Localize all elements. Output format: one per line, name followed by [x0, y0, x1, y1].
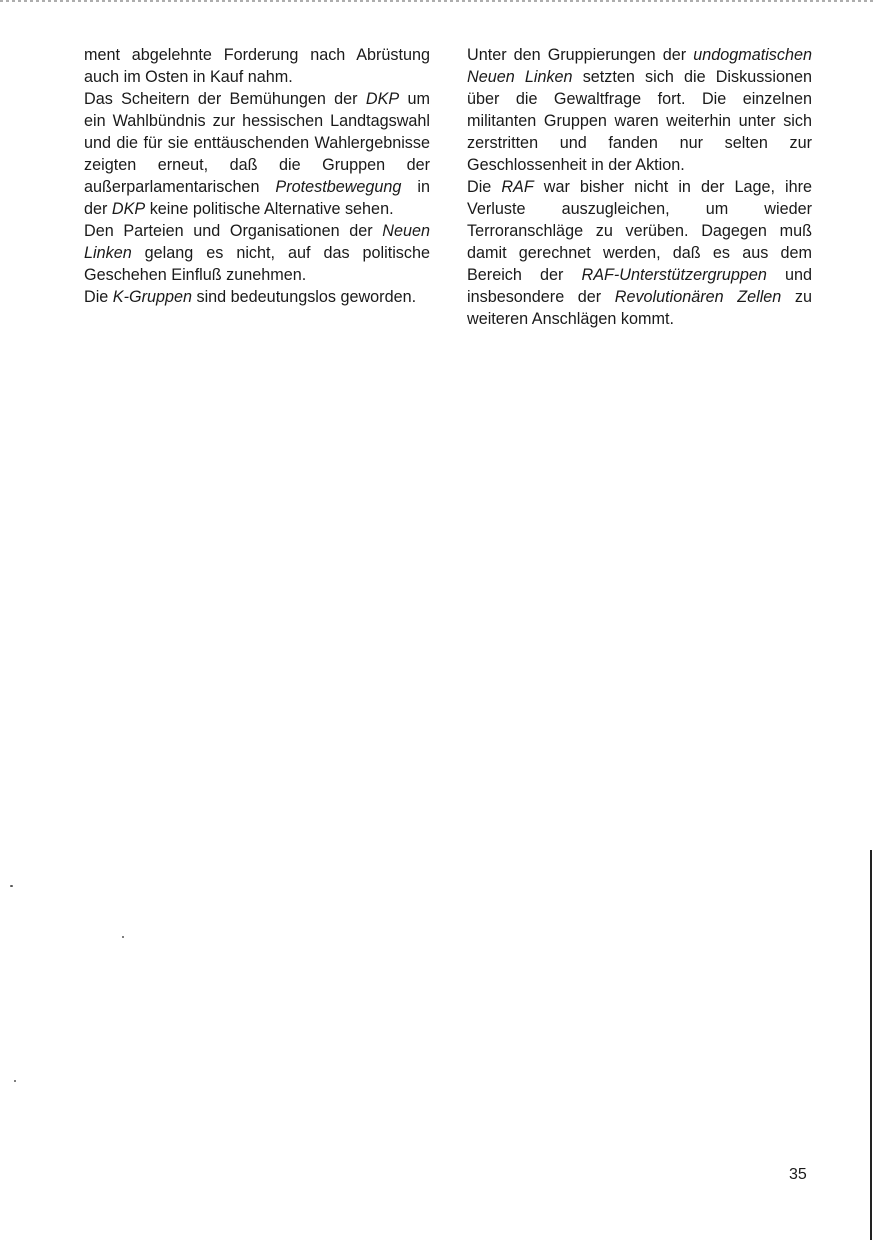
text-segment: Das Scheitern der Bemühungen der [84, 90, 366, 108]
paragraph [467, 44, 812, 176]
italic-term: K-Gruppen [112, 288, 192, 306]
text-segment: Den Parteien und Organisationen der [84, 222, 383, 240]
scan-speck [14, 1080, 16, 1082]
text-segment: in der [84, 178, 430, 218]
text-segment: zu weiteren Anschlägen kommt. [467, 288, 812, 328]
italic-term: DKP [111, 200, 146, 218]
italic-term: Protestbewegung [275, 178, 402, 196]
paragraph [84, 44, 430, 88]
text-segment: Unter den Gruppierungen der [467, 46, 694, 64]
scan-edge-top [0, 0, 874, 2]
text-segment: Die [84, 288, 113, 306]
text-segment: gelang es nicht, auf das politische Geschehen Einfluß zunehmen. [84, 244, 430, 284]
italic-term: undogmatischen Neuen Linken [467, 46, 812, 86]
right-text-column [467, 44, 812, 330]
scan-edge-right [870, 850, 872, 1240]
text-segment: ment abgelehnte Forderung nach Abrüstung auch im Osten in Kauf nahm. [84, 46, 430, 86]
italic-term: Revolutionären Zellen [614, 288, 782, 306]
scan-speck [122, 936, 124, 938]
page-number: 35 [789, 1166, 807, 1183]
text-segment: sind bedeutungslos geworden. [191, 288, 417, 306]
scan-speck [10, 885, 13, 887]
text-segment: setzten sich die Diskussionen über die Gewaltfrage fort. Die einzelnen militanten Gruppen waren weiterhin unter sich zerstritten und fanden nur selten zur Geschlossenheit in der Aktion. [467, 68, 813, 174]
text-segment: Die [467, 178, 502, 196]
paragraph [84, 220, 430, 286]
paragraph [84, 286, 430, 308]
text-segment: war bisher nicht in der Lage, ihre Verluste auszugleichen, um wieder Terroranschläge zu verüben. Dagegen muß damit gerechnet werden, daß es aus dem Bereich der [467, 178, 813, 284]
italic-term: RAF-Unterstützergruppen [581, 266, 767, 284]
paragraph [467, 176, 812, 330]
italic-term: Neuen Linken [84, 222, 430, 262]
left-text-column [84, 44, 430, 308]
text-segment: keine politische Alternative sehen. [145, 200, 394, 218]
text-segment: und insbesondere der [467, 266, 813, 306]
paragraph [84, 88, 430, 220]
italic-term: DKP [365, 90, 400, 108]
italic-term: RAF [501, 178, 534, 196]
text-segment: um ein Wahlbündnis zur hessischen Landtagswahl und die für sie enttäuschenden Wahlergebnisse zeigten erneut, daß die Gruppen der außerparlamentarischen [84, 90, 430, 196]
